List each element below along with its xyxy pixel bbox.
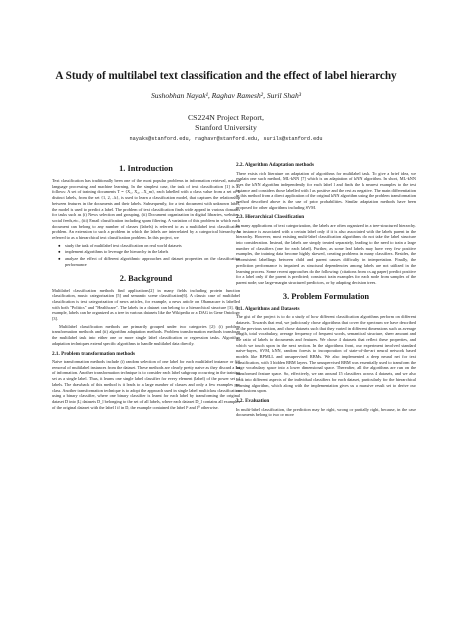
evaluation-heading: 3.2. Evaluation <box>236 398 270 404</box>
right-column <box>236 158 416 628</box>
bullet-item-1 <box>58 242 240 249</box>
left-column <box>52 158 240 628</box>
algorithm-adaptation-paragraph: There exists rich literature on adaptation of algorithms for multilabel task. To give a brief idea, we explain one such method, ML-kNN [7] which is an adaptation of kNN algorithm. In short, ML-kNN uses the kNN algorithm independently for each label l and finds the k nearest examples to the test instance and considers those labelled with l as positive and the rest as negative. The main differentiation in this method from a direct application of the original kNN algorithm using the problem transformation method described above is the use of prior probabilities. Similar adaptation methods have been proposed for other algorithms including SVM. <box>236 170 416 210</box>
problem-transformation-heading: 2.1. Problem transformation methods <box>52 350 136 357</box>
bullet-item-3 <box>58 256 240 267</box>
background-heading: 2. Background <box>119 273 173 283</box>
bullet-text-3: analyze the effect of different algorithmic approaches and dataset properties on the classification performance <box>65 256 240 267</box>
background-paragraph-2: Multilabel classification methods are primarily grouped under two categories [2]: (i) problem transformation methods and (ii) algorithm adaptation methods. Problem transformation methods transform the multilabel task into either one or more single label classification or regression tasks. Algorithm adaptation techniques extend specific algorithms to handle multilabel data directly. <box>52 323 240 346</box>
introduction-heading: 1. Introduction <box>119 164 173 173</box>
bullet-icon: ● <box>58 256 61 262</box>
algorithms-datasets-heading: 3.1. Algorithms and Datasets <box>236 305 300 312</box>
algorithm-adaptation-heading: 2.2. Algorithm Adaptation methods <box>236 162 314 168</box>
background-paragraph-1: Multilabel classification methods find applications[2] in many fields including protein function classification, music categorization [5] and semantic scene classification[6]. A classic case of multilabel classification is text categorization of news articles, for example, a news article on Obamacare is labelled with both "Politics" and "Healthcare". The labels in a dataset can belong to a hierarchical structure [3], for example, labels can be organized as a tree in various datasets like the Wikipedia or a DAG in Gene Ontology [3]. <box>52 287 240 322</box>
algorithms-datasets-paragraph: The gist of the project is to do a study of how different classification algorithms perform on different datasets. Towards that end, we judiciously chose algorithms that cover the spectrum we have described in the previous section, and chose datasets such that they varied in different dimensions such as average length, total vocabulary, average frequency of frequent words, semantical structure, sheer amount and the ratio of labels to documents and features. We chose 4 datasets that reflect these properties, and which we touch upon in the next section. In the algorithms front, our experiment involved standard naive-bayes, SVM, kNN, random forests to incorporation of state-of-the-art neural network based models like BPMLL and unsupervised RBMs. We also implemented a deep neural net for text classification, with 3 hidden RBM layers. The unsupervised RBM was essentially used to transform the huge vocabulary space into a lower dimensional space. Thereafter, all the algorithms are run on the transformed feature space. So, effectively, we ran around 15 classifiers across 4 datasets, and we also look into different aspects of the individual classifiers for each dataset, particularly for the hierarchical learning algorithm, which along with the implementation gives us a massive result set to derive our conclusions upon. <box>236 314 416 394</box>
hierarchical-classification-paragraph: In many applications of text categorization, the labels are often organized in a tree-structured hierarchy. An instance is associated with a certain label only if it is also associated with the labels parent in the hierarchy. However, most existing multi-label classification algorithms do not take the label structure into consideration. Instead, the labels are simply treated separately, leading to the need to train a large number of classifiers (one for each label). Further, as some leaf labels may have very few positive examples, the training data become highly skewed, creating problems in many classifiers. Besides, the inconsistent labellings between child and parent causes difficulty in interpretation. Finally, the prediction performance is impaired as structural dependencies among labels are not utilized in the learning process. Some recent approaches do the following: (citations from cs.ug paper) predict positive for a label only if the parent is predicted; construct train examples for each node from samples of the parent node; use large-margin structured predictors, or by adapting decision trees. <box>236 222 416 285</box>
affiliation-line-1: CS224N Project Report, <box>187 113 265 122</box>
author-list: Sushobhan Nayak¹, Raghav Ramesh², Suril Shah³ <box>150 91 302 100</box>
bullet-icon: ● <box>58 249 61 255</box>
bullet-text-2: implement algorithms to leverage the hierarchy in the labels <box>65 249 169 255</box>
introduction-bullet-list <box>52 243 240 268</box>
problem-formulation-heading: 3. Problem Formulation <box>282 291 370 301</box>
affiliation-line-2: Stanford University <box>195 123 257 132</box>
paper-title: A Study of multilabel text classification and the effect of label hierarchy <box>55 70 397 82</box>
introduction-paragraph: Text classification has traditionally been one of the most popular problems in information retrieval, natural language processing and machine learning. In the simplest case, the task of text classification [1] is as follows: A set of training documents T = {X₁, X₂, ..X_m}, each labelled with a class value from a set of k distinct labels, from the set {1, 2, ..k}, is used to learn a classification model, that captures the relationship between features in the documents and their labels. Subsequently, for a test document with unknown label, the model is used to predict a label. The problem of text classification finds wide appeal in various domains for tasks such as (i) News selection and grouping, (ii) Document organization in digital libraries, websites, social feeds,etc., (iii) Email classification including spam filtering. A variation of this problem in which each document can belong to any number of classes (labels) is referred to as a multilabel text classification problem. An extension to such a problem in which the labels are interrelated by a categorical hierarchy is referred to as a hierarchical text classification problem. In this project, we <box>52 178 240 241</box>
evaluation-paragraph: In multi-label classification, the prediction may be right, wrong or partially right, because, in the case documents belong to two or more <box>236 406 416 418</box>
author-emails: nayaks@stanford.edu, raghavr@stanford.edu, surils@stanford.edu <box>129 136 323 142</box>
affiliation <box>20 113 432 133</box>
bullet-text-1: study the task of multilabel text classification on real world datasets <box>65 242 182 248</box>
bullet-icon: ● <box>58 242 61 248</box>
problem-transformation-paragraph: Naive transformation methods include (i) random selection of one label for each multilabel instance or (ii) removal of multilabel instances from the dataset. These methods are clearly pretty naive as they discard a lot of information. Another transformation technique is to consider each label subgroup occurring in the training set as a single label. Thus, it learns one single label classifier for every element (label) of the power set of labels. The drawback of this method is it leads to a large number of classes and only a few examples per class. Another transformation technique is to adopt the approach used in single label multiclass classification using a binary classifier, where one binary classifier is learnt for each label by transforming the original dataset D into |L| datasets D_l belonging to the set of all labels, where each dataset D_l contains all examples of the original dataset with the label l if in D, the example contained the label l¹ and l⁰ otherwise. <box>52 359 240 410</box>
bullet-item-2 <box>58 249 240 255</box>
hierarchical-classification-heading: 2.3. Hierarchical Classification <box>236 214 305 221</box>
